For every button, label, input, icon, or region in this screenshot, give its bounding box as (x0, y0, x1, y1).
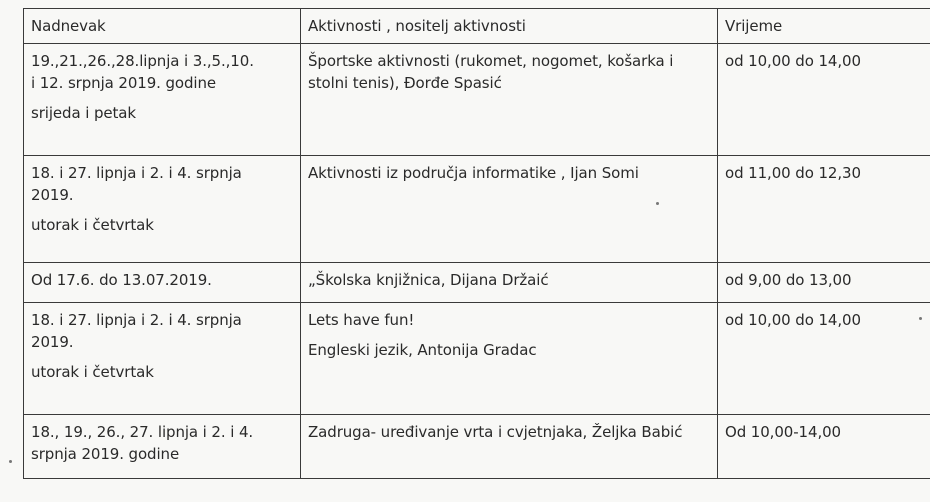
table-row (24, 303, 930, 415)
time-cell (718, 263, 930, 303)
scan-speck (9, 460, 12, 463)
days-text: utorak i četvrtak (31, 216, 154, 234)
date-line: 2019. (31, 333, 74, 351)
activity-cell (301, 44, 718, 156)
activity-text: „Školska knjižnica, Dijana Držaić (308, 271, 549, 289)
date-line: 18., 19., 26., 27. lipnja i 2. i 4. (31, 423, 254, 441)
table-row (24, 156, 930, 263)
scan-speck (656, 202, 659, 205)
time-text: od 10,00 do 14,00 (725, 52, 861, 70)
time-text: od 11,00 do 12,30 (725, 164, 861, 182)
date-cell (24, 415, 301, 479)
activity-cell (301, 415, 718, 479)
table-header-row (24, 9, 930, 44)
activity-text: Športske aktivnosti (rukomet, nogomet, košarka i stolni tenis), Đorđe Spasić (308, 52, 674, 92)
date-cell (24, 156, 301, 263)
table-row (24, 44, 930, 156)
date-cell (24, 303, 301, 415)
table-row (24, 263, 930, 303)
table-row (24, 415, 930, 479)
date-line: srpnja 2019. godine (31, 445, 180, 463)
time-cell (718, 156, 930, 263)
activity-text: Aktivnosti iz područja informatike , Ijan Somi (308, 164, 639, 182)
date-line: 18. i 27. lipnja i 2. i 4. srpnja (31, 311, 242, 329)
days-text: utorak i četvrtak (31, 363, 154, 381)
activity-cell (301, 156, 718, 263)
scan-speck (919, 317, 922, 320)
activity-text: Lets have fun! (308, 311, 415, 329)
date-line: Od 17.6. do 13.07.2019. (31, 271, 212, 289)
date-line: 18. i 27. lipnja i 2. i 4. srpnja (31, 164, 242, 182)
date-cell (24, 44, 301, 156)
activity-extra-text: Engleski jezik, Antonija Gradac (308, 341, 537, 359)
time-text: od 9,00 do 13,00 (725, 271, 852, 289)
days-text: srijeda i petak (31, 104, 136, 122)
date-line: 2019. (31, 186, 74, 204)
time-text: Od 10,00-14,00 (725, 423, 841, 441)
time-cell (718, 303, 930, 415)
activity-cell (301, 303, 718, 415)
header-time: Vrijeme (718, 9, 930, 44)
time-cell (718, 415, 930, 479)
activity-cell (301, 263, 718, 303)
activity-text: Zadruga- uređivanje vrta i cvjetnjaka, Željka Babić (308, 423, 683, 441)
time-text: od 10,00 do 14,00 (725, 311, 861, 329)
time-cell (718, 44, 930, 156)
header-activity: Aktivnosti , nositelj aktivnosti (301, 9, 718, 44)
header-date: Nadnevak (24, 9, 301, 44)
schedule-table (23, 8, 930, 479)
date-line: 19.,21.,26.,28.lipnja i 3.,5.,10. (31, 52, 254, 70)
date-line: i 12. srpnja 2019. godine (31, 74, 217, 92)
date-cell (24, 263, 301, 303)
